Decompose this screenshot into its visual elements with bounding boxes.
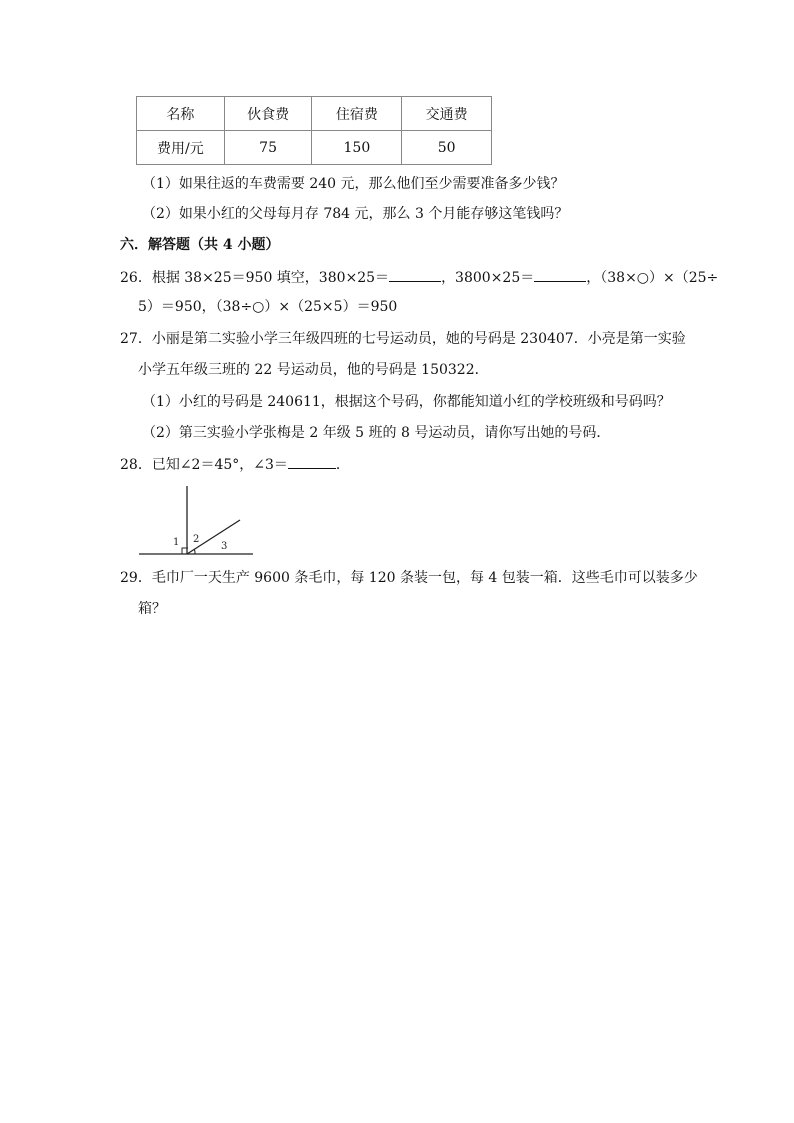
answer-blank[interactable] [534, 267, 586, 282]
q27-line1: 27．小丽是第二实验小学三年级四班的七号运动员，她的号码是 230407．小亮是第一实验 [120, 331, 686, 347]
table-cell: 费用/元 [137, 131, 225, 165]
q26-text: ，3800×25＝ [441, 270, 535, 286]
figure-label-3: 3 [221, 541, 228, 552]
table-header-cell: 伙食费 [224, 97, 312, 131]
fee-table [136, 96, 492, 165]
q29-line2: 箱？ [138, 601, 166, 617]
table-row [137, 131, 492, 165]
table-cell: 75 [224, 131, 312, 165]
q29-line1: 29．毛巾厂一天生产 9600 条毛巾，每 120 条装一包，每 4 包装一箱．这些毛巾可以装多少 [120, 570, 698, 586]
q28-line [120, 454, 350, 475]
q26-line1 [120, 267, 718, 288]
table-cell: 50 [402, 131, 492, 165]
q27-sub1: （1）小红的号码是 240611，根据这个号码，你都能知道小红的学校班级和号码吗？ [142, 394, 671, 410]
figure-label-2: 2 [193, 534, 200, 545]
q26-text: 26．根据 38×25＝950 填空，380×25＝ [120, 270, 390, 286]
q25-sub1: （1）如果往返的车费需要 240 元，那么他们至少需要准备多少钱？ [142, 176, 565, 192]
table-header-row [137, 97, 492, 131]
figure-label-1: 1 [173, 537, 180, 548]
answer-blank[interactable] [389, 267, 441, 282]
q26-line2: 5）＝950，（38÷○）×（25×5）＝950 [138, 299, 398, 315]
section-title: 六．解答题（共 4 小题） [120, 237, 280, 253]
table-cell: 150 [312, 131, 402, 165]
q28-text: ． [335, 457, 350, 473]
q26-text: ，（38×○）×（25÷ [586, 270, 719, 286]
table-header-cell: 住宿费 [312, 97, 402, 131]
q28-text: 28．已知∠2＝45°，∠3＝ [120, 457, 288, 473]
angle-figure [139, 484, 255, 562]
angle-arc [194, 549, 195, 554]
q27-sub2: （2）第三实验小学张梅是 2 年级 5 班的 8 号运动员，请你写出她的号码． [142, 425, 611, 441]
answer-blank[interactable] [288, 454, 336, 469]
table-header-cell: 交通费 [402, 97, 492, 131]
q27-line2: 小学五年级三班的 22 号运动员，他的号码是 150322． [138, 362, 489, 378]
q25-sub2: （2）如果小红的父母每月存 784 元，那么 3 个月能存够这笔钱吗？ [142, 206, 569, 222]
table-header-cell: 名称 [137, 97, 225, 131]
